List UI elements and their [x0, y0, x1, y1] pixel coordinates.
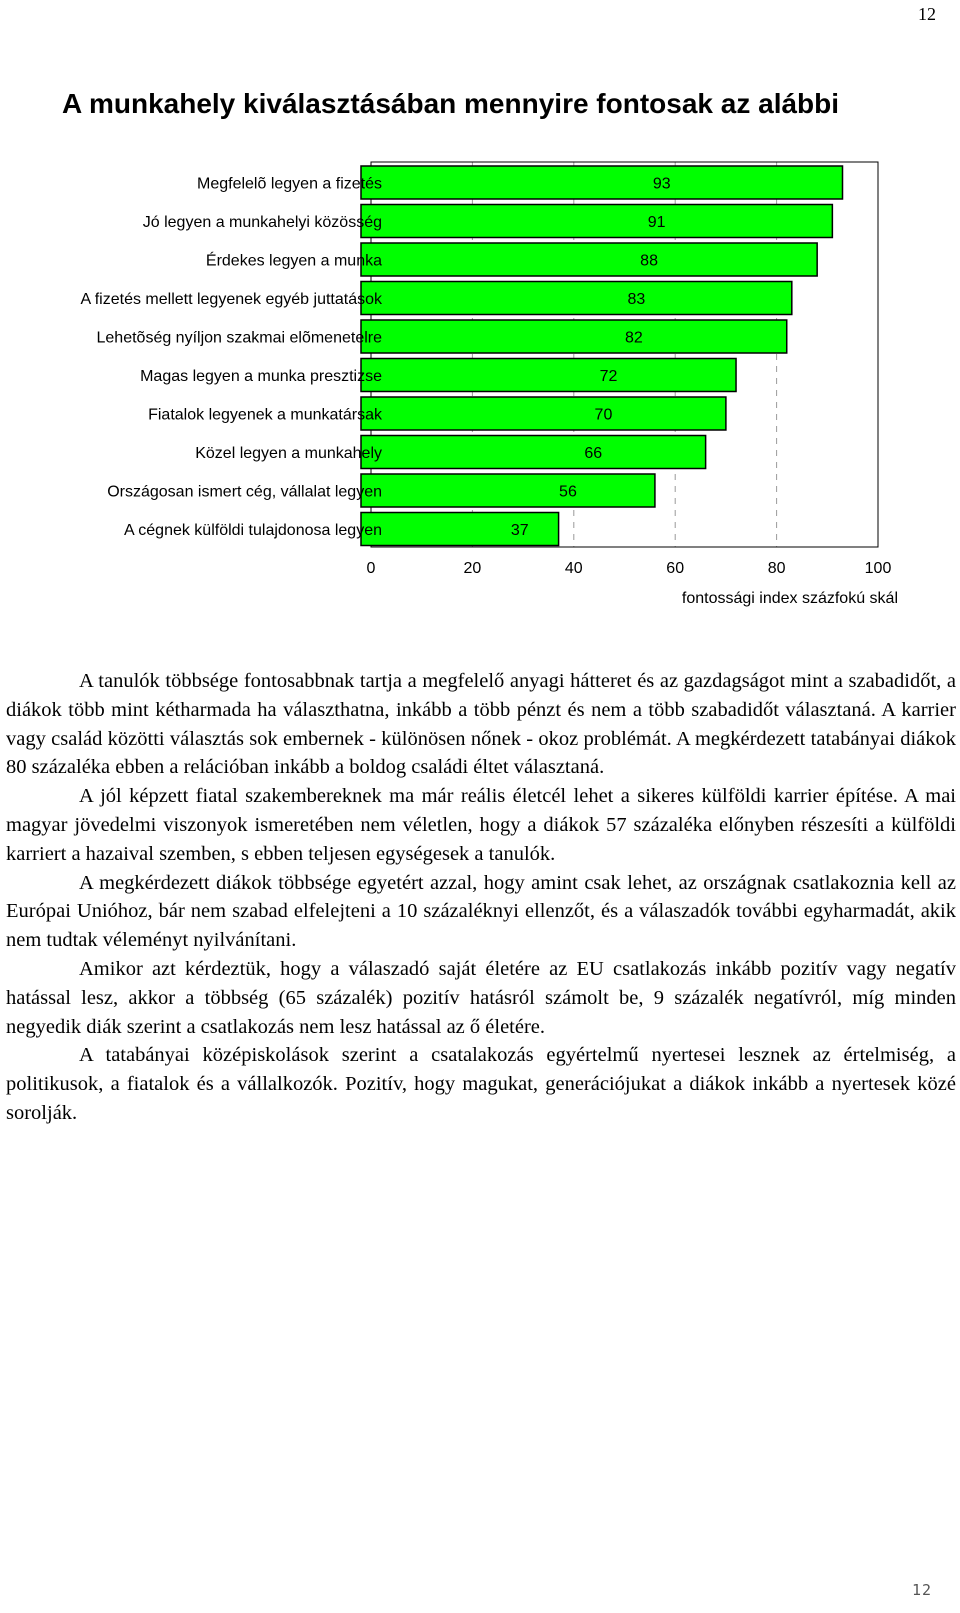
x-tick-label: 20 — [463, 560, 482, 577]
page-number-bottom: 12 — [911, 1581, 932, 1599]
chart-title: A munkahely kiválasztásában mennyire fontosak az alábbi — [62, 88, 840, 119]
page-number-top: 12 — [918, 4, 936, 24]
value-label: 93 — [652, 175, 671, 193]
bar — [361, 320, 787, 353]
bar — [361, 282, 792, 315]
x-tick-label: 60 — [666, 560, 685, 577]
bar — [361, 397, 726, 430]
paragraph: A jól képzett fiatal szakembereknek ma már reális életcél lehet a sikeres külföldi karrier építése. A mai magyar jövedelmi viszonyok ismeretében nem véletlen, hogy a diákok 57 százaléka előnyben részesíti a külföldi karriert a hazaival szemben, s ebben teljesen egységesek a tanulók. — [6, 785, 956, 865]
paragraph: Amikor azt kérdeztük, hogy a válaszadó saját életére az EU csatlakozás inkább pozitív vagy negatív hatással lesz, akkor a többség (65 százalék) pozitív hatásról számolt be, 9 százalék negatívról, míg minden negyedik diák szerint a csatlakozás nem lesz hatással az ő életére. — [6, 957, 956, 1038]
x-tick-labels — [367, 560, 892, 577]
bar — [361, 513, 559, 546]
category-label: Lehetõség nyíljon szakmai elõmenetelre — [96, 329, 382, 347]
body-text — [6, 667, 956, 1128]
x-axis-label: fontossági index százfokú skál — [681, 590, 898, 607]
value-label: 88 — [640, 252, 658, 270]
paragraph: A megkérdezett diákok többsége egyetért azzal, hogy amint csak lehet, az országnak csatlakoznia kell az Európai Unióhoz, bár nem szabad elfelejteni a 10 százaléknyi ellenzőt, és a válaszadók további egyharmadát, akik nem tudtak véleményt nyilvánítani. — [6, 871, 956, 952]
category-label: Országosan ismert cég, vállalat legyen — [107, 483, 382, 501]
category-label: Megfelelõ legyen a fizetés — [197, 175, 382, 193]
category-label: Magas legyen a munka presztizse — [140, 368, 382, 385]
bar — [361, 243, 817, 276]
value-label: 91 — [647, 214, 666, 231]
category-label: A cégnek külföldi tulajdonosa legyen — [124, 522, 382, 539]
bar — [361, 474, 655, 507]
paragraph: A tatabányai középiskolások szerint a csatalakozás egyértelmű nyertesei lesznek az értelmiség, a politikusok, a fiatalok és a vállalkozók. Pozitív, hogy magukat, generációjukat a diákok inkább a nyertesek közé sorolják. — [6, 1044, 956, 1124]
bar-chart — [0, 0, 960, 640]
category-label: Érdekes legyen a munka — [205, 252, 382, 270]
x-tick-label: 40 — [564, 560, 583, 577]
x-tick-label: 100 — [864, 560, 892, 577]
x-tick-label: 80 — [767, 560, 786, 577]
bars — [361, 166, 843, 546]
category-label: Közel legyen a munkahely — [195, 445, 382, 462]
paragraph: A tanulók többsége fontosabbnak tartja a megfelelő anyagi hátteret és az gazdagságot mint a szabadidőt, a diákok több mint kétharmada ha választhatna, inkább a több pénzt és nem a több szabadidőt választaná. A karrier vagy család közötti választás sok embernek - különösen nőnek - okoz problémát. A megkérdezett tatabányai diákok 80 százaléka ebben a relációban inkább a boldog családi éltet választaná. — [6, 670, 956, 779]
value-label: 83 — [627, 291, 646, 308]
value-label: 56 — [559, 483, 577, 501]
bar — [361, 359, 736, 392]
category-labels — [80, 176, 383, 540]
category-label: A fizetés mellett legyenek egyéb juttatások — [80, 291, 382, 308]
bar — [361, 166, 843, 199]
category-label: Fiatalok legyenek a munkatársak — [148, 406, 382, 424]
bar — [361, 436, 706, 469]
x-tick-label: 0 — [366, 560, 376, 577]
value-label: 72 — [599, 368, 618, 385]
bar — [361, 205, 832, 238]
value-label: 66 — [584, 445, 603, 462]
value-label: 37 — [510, 522, 529, 539]
category-label: Jó legyen a munkahelyi közösség — [142, 214, 382, 231]
value-label: 82 — [624, 329, 643, 347]
value-label: 70 — [594, 406, 613, 424]
